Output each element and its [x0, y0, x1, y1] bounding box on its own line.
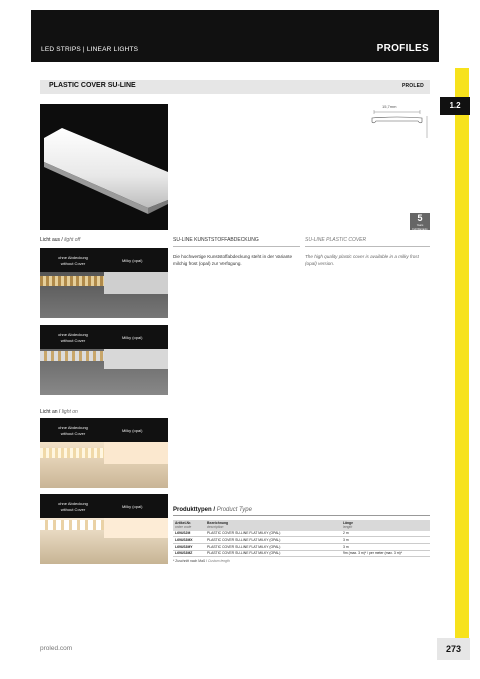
col-length: Länge length — [341, 520, 430, 531]
milky-label: Milky (opal) — [122, 504, 143, 509]
table-header-row — [173, 520, 430, 531]
milky-cover-lit — [104, 518, 168, 538]
table-row: L69US3MX PLASTIC COVER SU-LINE FLAT MILKY (OPAL) 3 m — [173, 537, 430, 544]
profile-cross-section-drawing — [368, 104, 430, 142]
description-heading-de: SU-LINE KUNSTSTOFFABDECKUNG — [173, 237, 300, 247]
led-strip-lit — [40, 520, 104, 530]
table-row: L69US3MZ PLASTIC COVER SU-LINE FLAT MILKY (OPAL) 9m (max. 3 m)* / per meter (max. 3 m)* — [173, 550, 430, 557]
light-on-label: Licht an / light on — [40, 409, 78, 415]
milky-cover — [104, 349, 168, 369]
milky-label: Milky (opal) — [122, 258, 143, 263]
led-strip — [40, 276, 104, 286]
product-types-table — [173, 520, 430, 557]
milky-label: Milky (opal) — [122, 335, 143, 340]
table-row: L69US3MY PLASTIC COVER SU-LINE FLAT MILKY (OPAL) 3 m — [173, 544, 430, 551]
section-tab: 1.2 — [440, 97, 470, 115]
page-number: 273 — [437, 638, 470, 660]
sample-on-1 — [40, 418, 168, 488]
sample-off-1 — [40, 248, 168, 318]
header-section: PROFILES — [376, 43, 429, 54]
warranty-number: 5 — [417, 213, 423, 223]
led-strip-lit — [40, 448, 104, 458]
milky-label: Milky (opal) — [122, 428, 143, 433]
warranty-badge — [410, 213, 430, 230]
description-english — [305, 237, 430, 267]
product-photo — [40, 104, 168, 230]
light-off-label: Licht aus / light off — [40, 237, 81, 243]
without-cover-label: ohne Abdeckung without Cover — [58, 501, 88, 512]
header-category: LED STRIPS | LINEAR LIGHTS — [41, 46, 139, 53]
without-cover-label: ohne Abdeckung without Cover — [58, 332, 88, 343]
warranty-text: Years — [416, 224, 424, 227]
description-text-de: Die hochwertige Kunststoffabdeckung steht in der Variante milchig frost (opal) zur Verfügung. — [173, 254, 293, 266]
sample-on-2 — [40, 494, 168, 564]
col-description: Bezeichnung description — [205, 520, 341, 531]
col-order-code: Artikel-Nr. order code — [173, 520, 205, 531]
sample-off-2 — [40, 325, 168, 395]
description-heading-en: SU-LINE PLASTIC COVER — [305, 237, 430, 247]
led-strip — [40, 351, 104, 361]
page-header — [31, 10, 439, 62]
description-german — [173, 237, 300, 267]
without-cover-label: ohne Abdeckung without Cover — [58, 425, 88, 436]
custom-length-note: * Zuschnitt nach Maß / Custom length — [173, 559, 230, 563]
brand-logo: PROLED — [401, 83, 424, 89]
product-title: PLASTIC COVER SU-LINE — [49, 82, 136, 89]
table-row: L69US2M PLASTIC COVER SU-LINE FLAT MILKY (OPAL) 2 m — [173, 531, 430, 537]
product-types-title: Produkttypen / Product Type — [173, 507, 430, 516]
milky-cover — [104, 272, 168, 294]
warranty-subtext: Full Warranty — [412, 228, 428, 231]
yellow-side-bar — [455, 68, 469, 653]
description-text-en: The high quality plastic cover is available in a milky frost (opal) version. — [305, 254, 419, 266]
profile-dimension: 15,7mm — [382, 104, 397, 109]
without-cover-label: ohne Abdeckung without Cover — [58, 255, 88, 266]
milky-cover-lit — [104, 442, 168, 464]
product-title-bar — [40, 80, 430, 94]
footer-url[interactable]: proled.com — [40, 645, 73, 652]
